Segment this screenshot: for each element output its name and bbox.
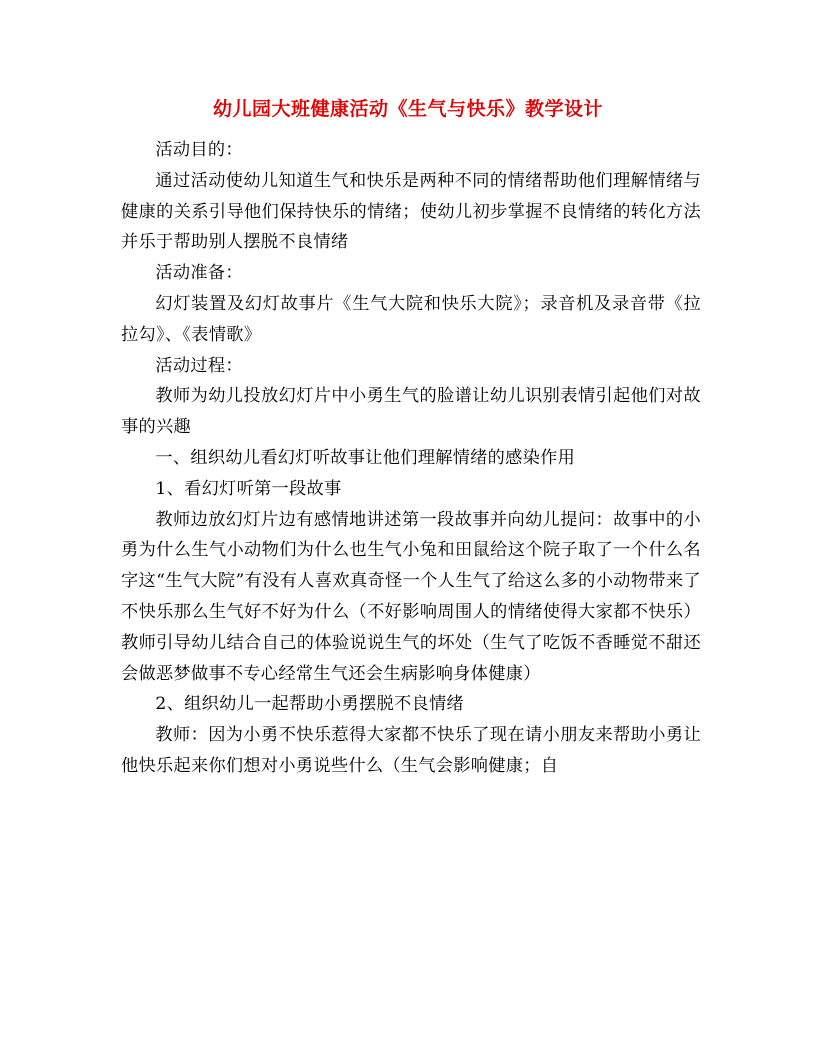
section-heading-purpose: 活动目的： — [155, 140, 243, 160]
paragraph-purpose: 通过活动使幼儿知道生气和快乐是两种不同的情绪帮助他们理解情绪与健康的关系引导他们保持快乐的情绪；使幼儿初步掌握不良情绪的转化方法并乐于帮助别人摆脱不良情绪 — [121, 170, 701, 253]
paragraph-story-discussion: 教师边放幻灯片边有感情地讲述第一段故事并向幼儿提问：故事中的小勇为什么生气小动物们为什么也生气小兔和田鼠给这个院子取了一个什么名字这“生气大院”有没有人喜欢真奇怪一个人生气了给这么多的小动物带来了不快乐那么生气好不好为什么（不好影响周围人的情绪使得大家都不快乐）教师引导幼儿结合自己的体验说说生气的坏处（生气了吃饭不香睡觉不甜还会做恶梦做事不专心经常生气还会生病影响身体健康） — [121, 509, 701, 684]
paragraph-teacher-prompt: 教师：因为小勇不快乐惹得大家都不快乐了现在请小朋友来帮助小勇让他快乐起来你们想对小勇说些什么（生气会影响健康；自 — [121, 725, 701, 776]
paragraph-intro: 教师为幼儿投放幻灯片中小勇生气的脸谱让幼儿识别表情引起他们对故事的兴趣 — [121, 386, 701, 438]
paragraph-substep-2: 2、组织幼儿一起帮助小勇摆脱不良情绪 — [155, 694, 464, 715]
section-heading-preparation: 活动准备： — [155, 263, 243, 284]
paragraph-substep-1: 1、看幻灯听第一段故事 — [155, 478, 342, 499]
section-heading-process: 活动过程： — [155, 355, 243, 376]
document-title: 幼儿园大班健康活动《生气与快乐》教学设计 — [212, 98, 603, 120]
document-body — [121, 135, 701, 782]
paragraph-preparation: 幻灯装置及幻灯故事片《生气大院和快乐大院》；录音机及录音带《拉拉勾》、《表情歌》 — [121, 293, 701, 345]
paragraph-step-one: 一、组织幼儿看幻灯听故事让他们理解情绪的感染作用 — [155, 447, 576, 468]
